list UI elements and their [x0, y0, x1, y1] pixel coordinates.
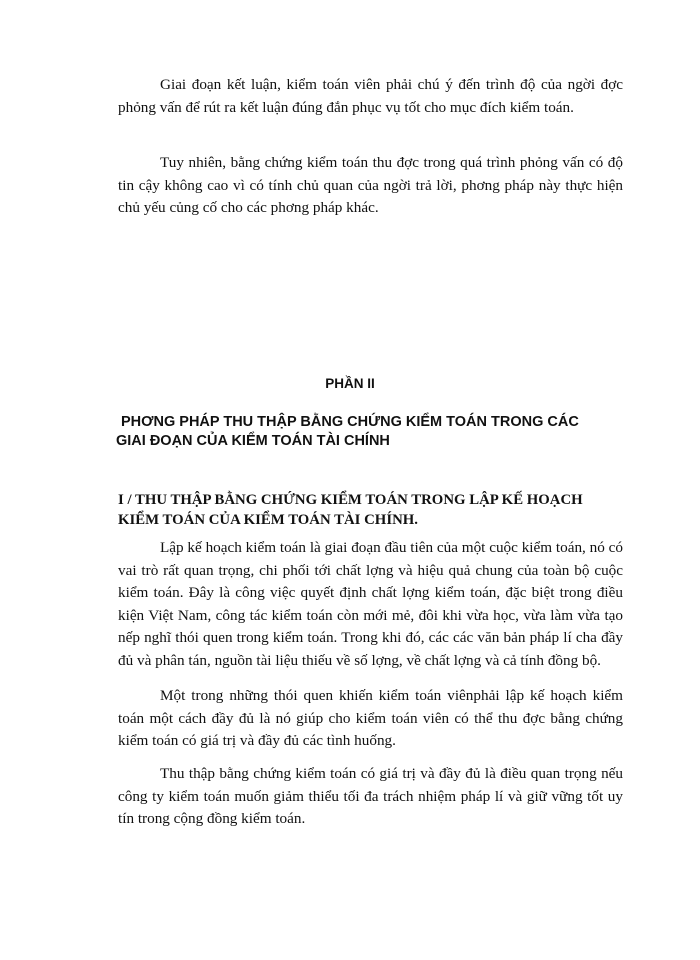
part-title: PHẦN II: [325, 376, 375, 391]
paragraph-interview-reliability: Tuy nhiên, bằng chứng kiểm toán thu đợc trong quá trình phỏng vấn có độ tin cậy không cao vì có tính chủ quan của ngời trả lời, phơng pháp này thực hiện chủ yếu củng cố cho các phơng pháp khác.: [118, 154, 623, 216]
part-subtitle-line-2: GIAI ĐOẠN CỦA KIỂM TOÁN TÀI CHÍNH: [116, 433, 390, 449]
section-heading-line-2: KIỂM TOÁN CỦA KIỂM TOÁN TÀI CHÍNH.: [118, 512, 418, 528]
paragraph-evidence-value: Thu thập bằng chứng kiểm toán có giá trị và đầy đủ là điều quan trọng nếu công ty kiểm toán muốn giảm thiểu tối đa trách nhiệm pháp lí và giữ vững tốt uy tín trong cộng đồng kiểm toán.: [118, 765, 623, 827]
paragraph-planning-habit: Một trong những thói quen khiến kiểm toán viênphải lập kế hoạch kiểm toán một cách đầy đủ là nó giúp cho kiểm toán viên có thể thu đợc bằng chứng kiểm toán có giá trị và đầy đủ các tình huống.: [118, 687, 623, 749]
paragraph-conclusion-stage: Giai đoạn kết luận, kiểm toán viên phải chú ý đến trình độ của ngời đợc phỏng vấn để rút ra kết luận đúng đắn phục vụ tốt cho mục đích kiểm toán.: [118, 76, 623, 116]
section-heading-line-1: I / THU THẬP BẰNG CHỨNG KIỂM TOÁN TRONG LẬP KẾ HOẠCH: [118, 492, 583, 508]
part-subtitle-line-1: PHƠNG PHÁP THU THẬP BẰNG CHỨNG KIỂM TOÁN TRONG CÁC: [121, 414, 579, 430]
paragraph-planning-importance: Lập kế hoạch kiểm toán là giai đoạn đầu tiên của một cuộc kiểm toán, nó có vai trò rất quan trọng, chi phối tới chất lợng và hiệu quả chung của toàn bộ cuộc kiểm toán. Đây là công việc quyết định chất lợng kiểm toán, đặc biệt trong điều kiện Việt Nam, công tác kiểm toán còn mới mẻ, đôi khi vừa học, vừa làm vừa tạo nếp nghĩ thói quen trong kiểm toán. Trong khi đó, các các văn bản pháp lí cha đầy đủ và phân tán, nguồn tài liệu thiếu về số lợng, về chất lợng và cả tính đồng bộ.: [118, 539, 623, 669]
